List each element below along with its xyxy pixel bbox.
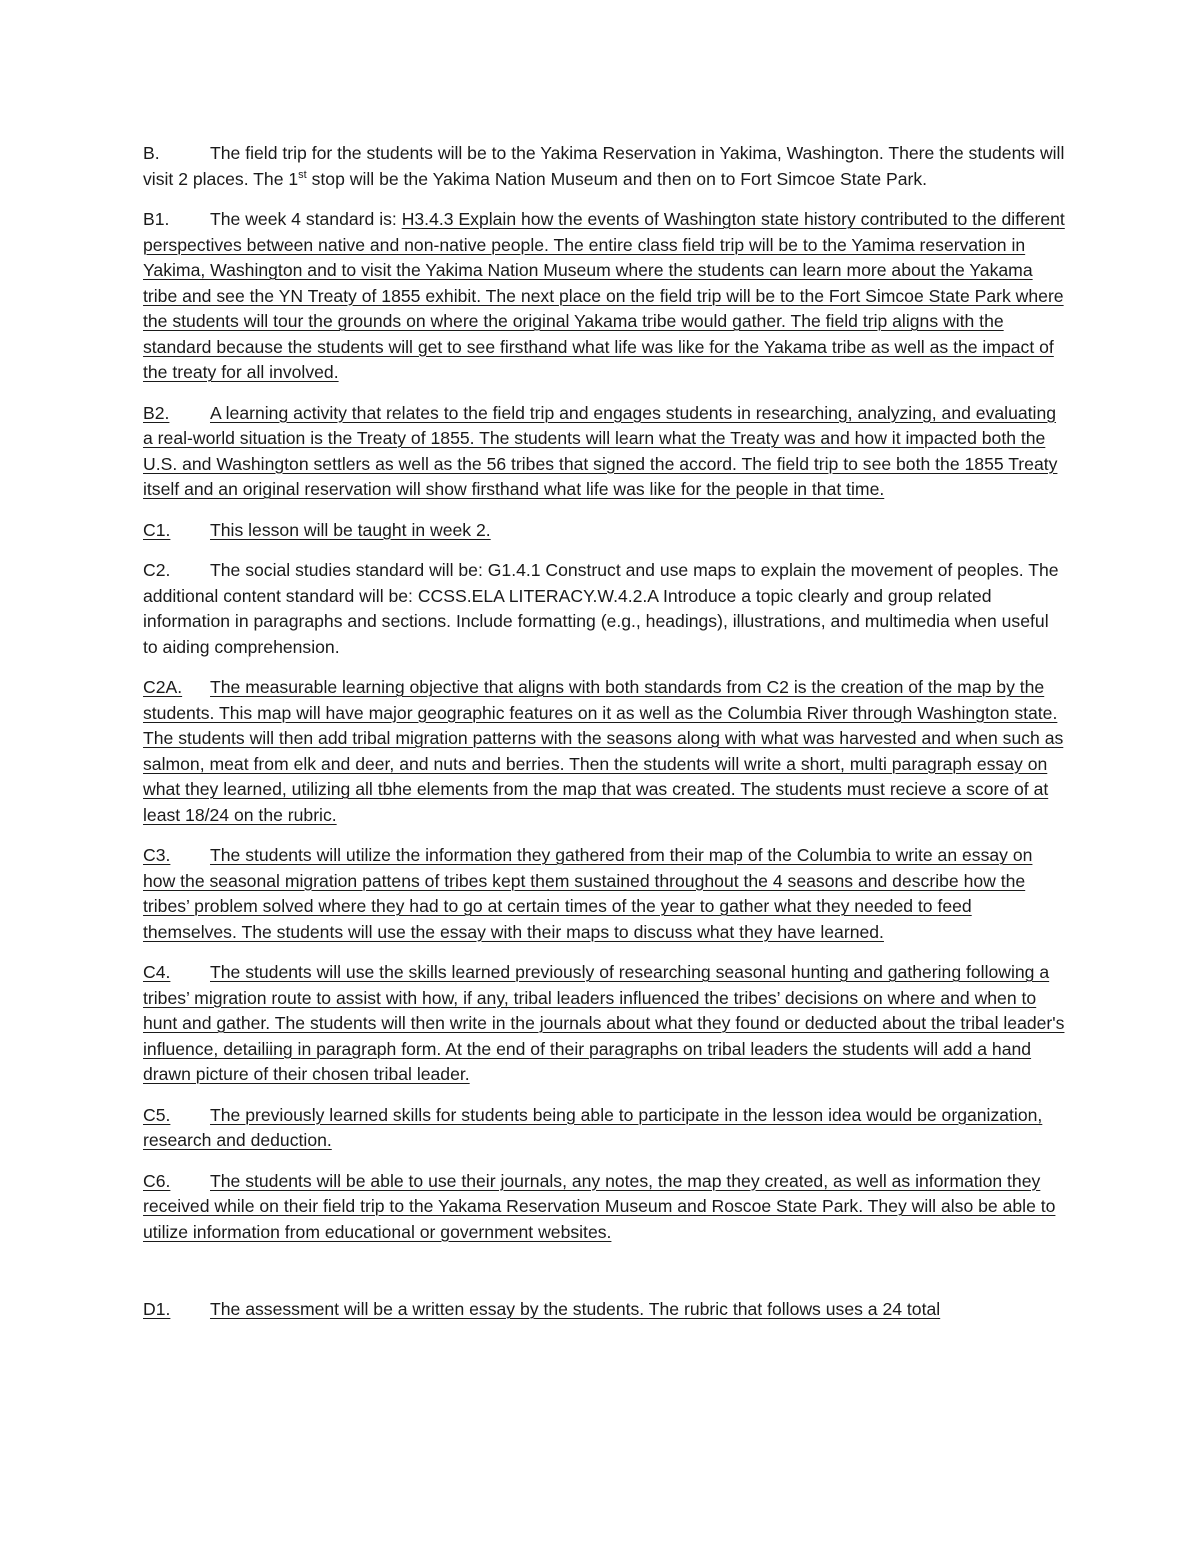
paragraph-label: B2. xyxy=(143,402,170,423)
paragraph-c3 xyxy=(143,843,1068,945)
paragraph-c4 xyxy=(143,960,1068,1088)
paragraph-text: H3.4.3 Explain how the events of Washington state history contributed to the different perspectives between native and non-native people. The entire class field trip will be to the Yamima reservation in Yakima, Washington and to visit the Yakima Nation Museum where the students can learn more about the Yakama tribe and see the YN Treaty of 1855 exhibit. The next place on the field trip will be to the Fort Simcoe State Park where the students will tour the grounds on where the original Yakama tribe would gather. The field trip aligns with the standard because the students will get to see firsthand what life was like for the Yakama tribe as well as the impact of the treaty for all involved. xyxy=(143,209,1065,382)
paragraph-text: The week 4 standard is: xyxy=(210,209,402,229)
paragraph-label: C2A. xyxy=(143,677,183,697)
paragraph-label: C2. xyxy=(143,560,171,580)
paragraph-label: D1. xyxy=(143,1299,171,1319)
paragraph-text: stop will be the Yakima Nation Museum and then on to Fort Simcoe State Park. xyxy=(306,168,928,189)
document-body xyxy=(143,141,1068,1338)
paragraph-text: The social studies standard will be: G1.4.1 Construct and use maps to explain the movement of peoples. The additional content standard will be: CCSS.ELA LITERACY.W.4.2.A Introduce a topic clearly and group related information in paragraphs and sections. Include formatting (e.g., headings), illustrations, and multimedia when useful to aiding comprehension. xyxy=(143,560,1059,657)
paragraph-text: The assessment will be a written essay by the students. The rubric that follows uses a 24 total xyxy=(210,1299,941,1319)
paragraph-c1 xyxy=(143,518,1068,544)
paragraph-text: The field trip for the students will be to the Yakima Reservation in Yakima, Washington. There the students will visit 2 places. The 1 xyxy=(143,143,1065,189)
paragraph-text: The previously learned skills for students being able to participate in the lesson idea would be organization, research and deduction. xyxy=(143,1104,1043,1150)
paragraph-d1 xyxy=(143,1297,1068,1323)
paragraph-text: The students will use the skills learned previously of researching seasonal hunting and gathering following a tribes’ migration route to assist with how, if any, tribal leaders influenced the tribes’ decisions on where and when to hunt and gather. The students will then write in the journals about what they found or deducted about the tribal leader's influence, detailiing in paragraph form. At the end of their paragraphs on tribal leaders the students will add a hand drawn picture of their chosen tribal leader. xyxy=(143,962,1065,1084)
paragraph-text: The measurable learning objective that aligns with both standards from C2 is the creation of the map by the students. This map will have major geographic features on it as well as the Columbia River through Washington state. The students will then add tribal migration patterns with the seasons along with what was harvested and when such as salmon, meat from elk and deer, and nuts and berries. Then the students will write a short, multi paragraph essay on what they learned, utilizing all tbhe elements from the map that was created. The students must recieve a score of at least 18/24 on the rubric. xyxy=(143,677,1064,825)
paragraph-label: B1. xyxy=(143,209,170,229)
paragraph-c2a xyxy=(143,675,1068,828)
paragraph-b xyxy=(143,141,1068,192)
paragraph-c6 xyxy=(143,1169,1068,1246)
paragraph-c2 xyxy=(143,558,1068,660)
paragraph-label: C4. xyxy=(143,962,171,982)
paragraph-b1 xyxy=(143,207,1068,386)
superscript-text: st xyxy=(298,168,307,181)
paragraph-text: A learning activity that relates to the field trip and engages students in researching, analyzing, and evaluating a real-world situation is the Treaty of 1855. The students will learn what the Treaty was and how it impacted both the U.S. and Washington settlers as well as the 56 tribes that signed the accord. The field trip to see both the 1855 Treaty itself and an original reservation will show firsthand what life was like for the people in that time. xyxy=(143,402,1058,499)
paragraph-label: B. xyxy=(143,143,160,163)
paragraph-label: C6. xyxy=(143,1170,171,1191)
paragraph-label: C1. xyxy=(143,519,171,540)
paragraph-b2 xyxy=(143,401,1068,503)
paragraph-text: This lesson will be taught in week 2. xyxy=(210,519,491,540)
paragraph-text: The students will be able to use their journals, any notes, the map they created, as well as information they received while on their field trip to the Yakama Reservation Museum and Roscoe State Park. They will also be able to utilize information from educational or government websites. xyxy=(143,1170,1056,1242)
paragraph-text: The students will utilize the information they gathered from their map of the Columbia to write an essay on how the seasonal migration pattens of tribes kept them sustained throughout the 4 seasons and describe how the tribes’ problem solved where they had to go at certain times of the year to gather what they needed to feed themselves. The students will use the essay with their maps to discuss what they have learned. xyxy=(143,845,1033,942)
paragraph-label: C5. xyxy=(143,1104,171,1125)
paragraph-c5 xyxy=(143,1103,1068,1154)
paragraph-label: C3. xyxy=(143,845,171,865)
